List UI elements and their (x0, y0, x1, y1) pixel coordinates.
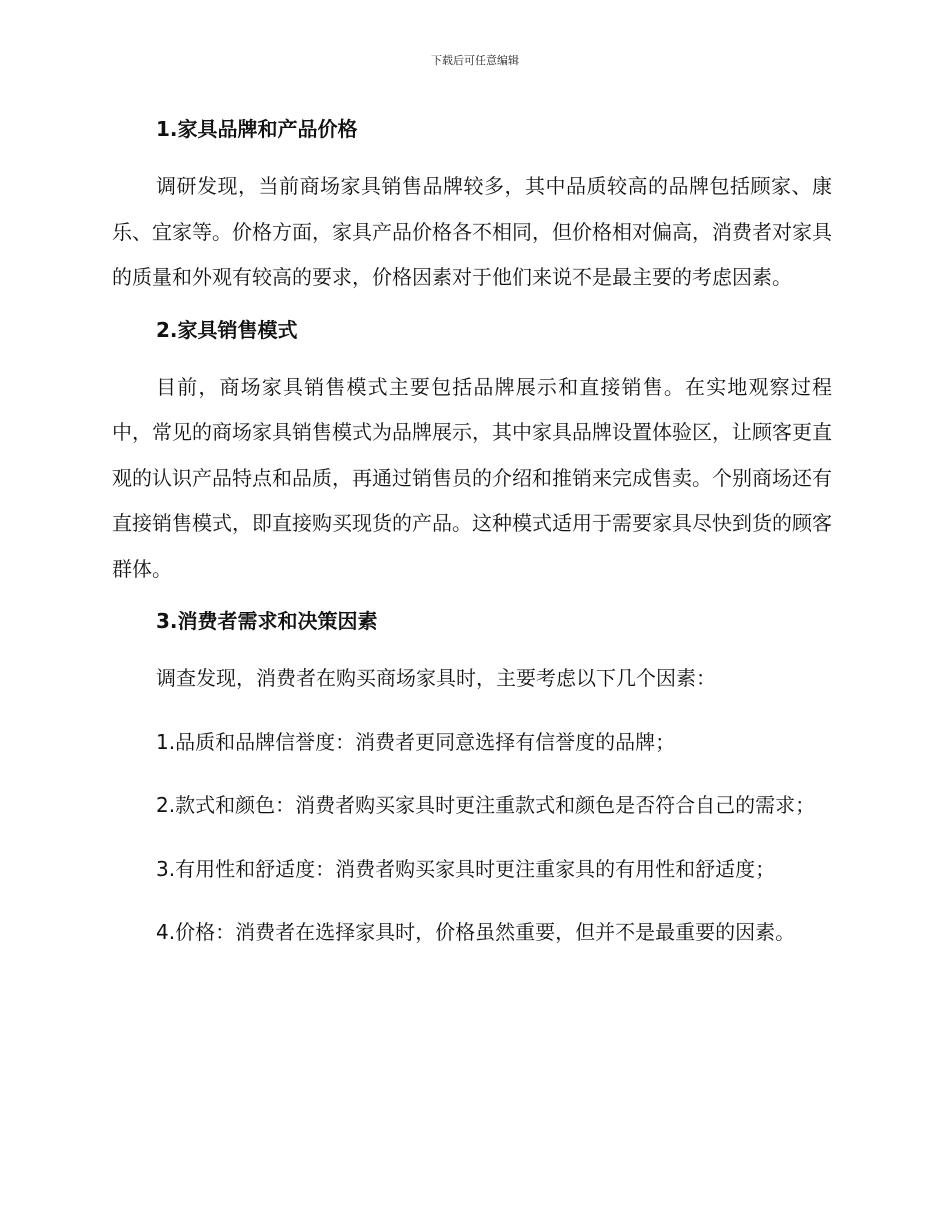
factor-list-item-3: 3.有用性和舒适度：消费者购买家具时更注重家具的有用性和舒适度； (156, 856, 776, 881)
section-heading-1: 1.家具品牌和产品价格 (156, 117, 358, 141)
section-heading-3: 3.消费者需求和决策因素 (156, 609, 378, 633)
factor-list-item-1: 1.品质和品牌信誉度：消费者更同意选择有信誉度的品牌； (156, 729, 676, 754)
section-1-paragraph: 调研发现，当前商场家具销售品牌较多，其中品质较高的品牌包括顾家、康乐、宜家等。价格方面，家具产品价格各不相同，但价格相对偏高，消费者对家具的质量和外观有较高的要求，价格因素对于他们来说不是最主要的考虑因素。 (112, 174, 832, 289)
factor-list-item-4: 4.价格：消费者在选择家具时，价格虽然重要，但并不是最重要的因素。 (156, 920, 796, 944)
section-heading-2: 2.家具销售模式 (156, 317, 298, 342)
page-header-note: 下载后可任意编辑 (431, 54, 519, 67)
factor-list-item-2: 2.款式和颜色：消费者购买家具时更注重款式和颜色是否符合自己的需求； (156, 793, 816, 817)
document-content (112, 112, 832, 974)
section-3-intro: 调查发现，消费者在购买商场家具时，主要考虑以下几个因素： (156, 666, 716, 690)
section-2-paragraph: 目前，商场家具销售模式主要包括品牌展示和直接销售。在实地观察过程中，常见的商场家具销售模式为品牌展示，其中家具品牌设置体验区，让顾客更直观的认识产品特点和品质，再通过销售员的介绍和推销来完成售卖。个别商场还有直接销售模式，即直接购买现货的产品。这种模式适用于需要家具尽快到货的顾客群体。 (112, 374, 832, 581)
